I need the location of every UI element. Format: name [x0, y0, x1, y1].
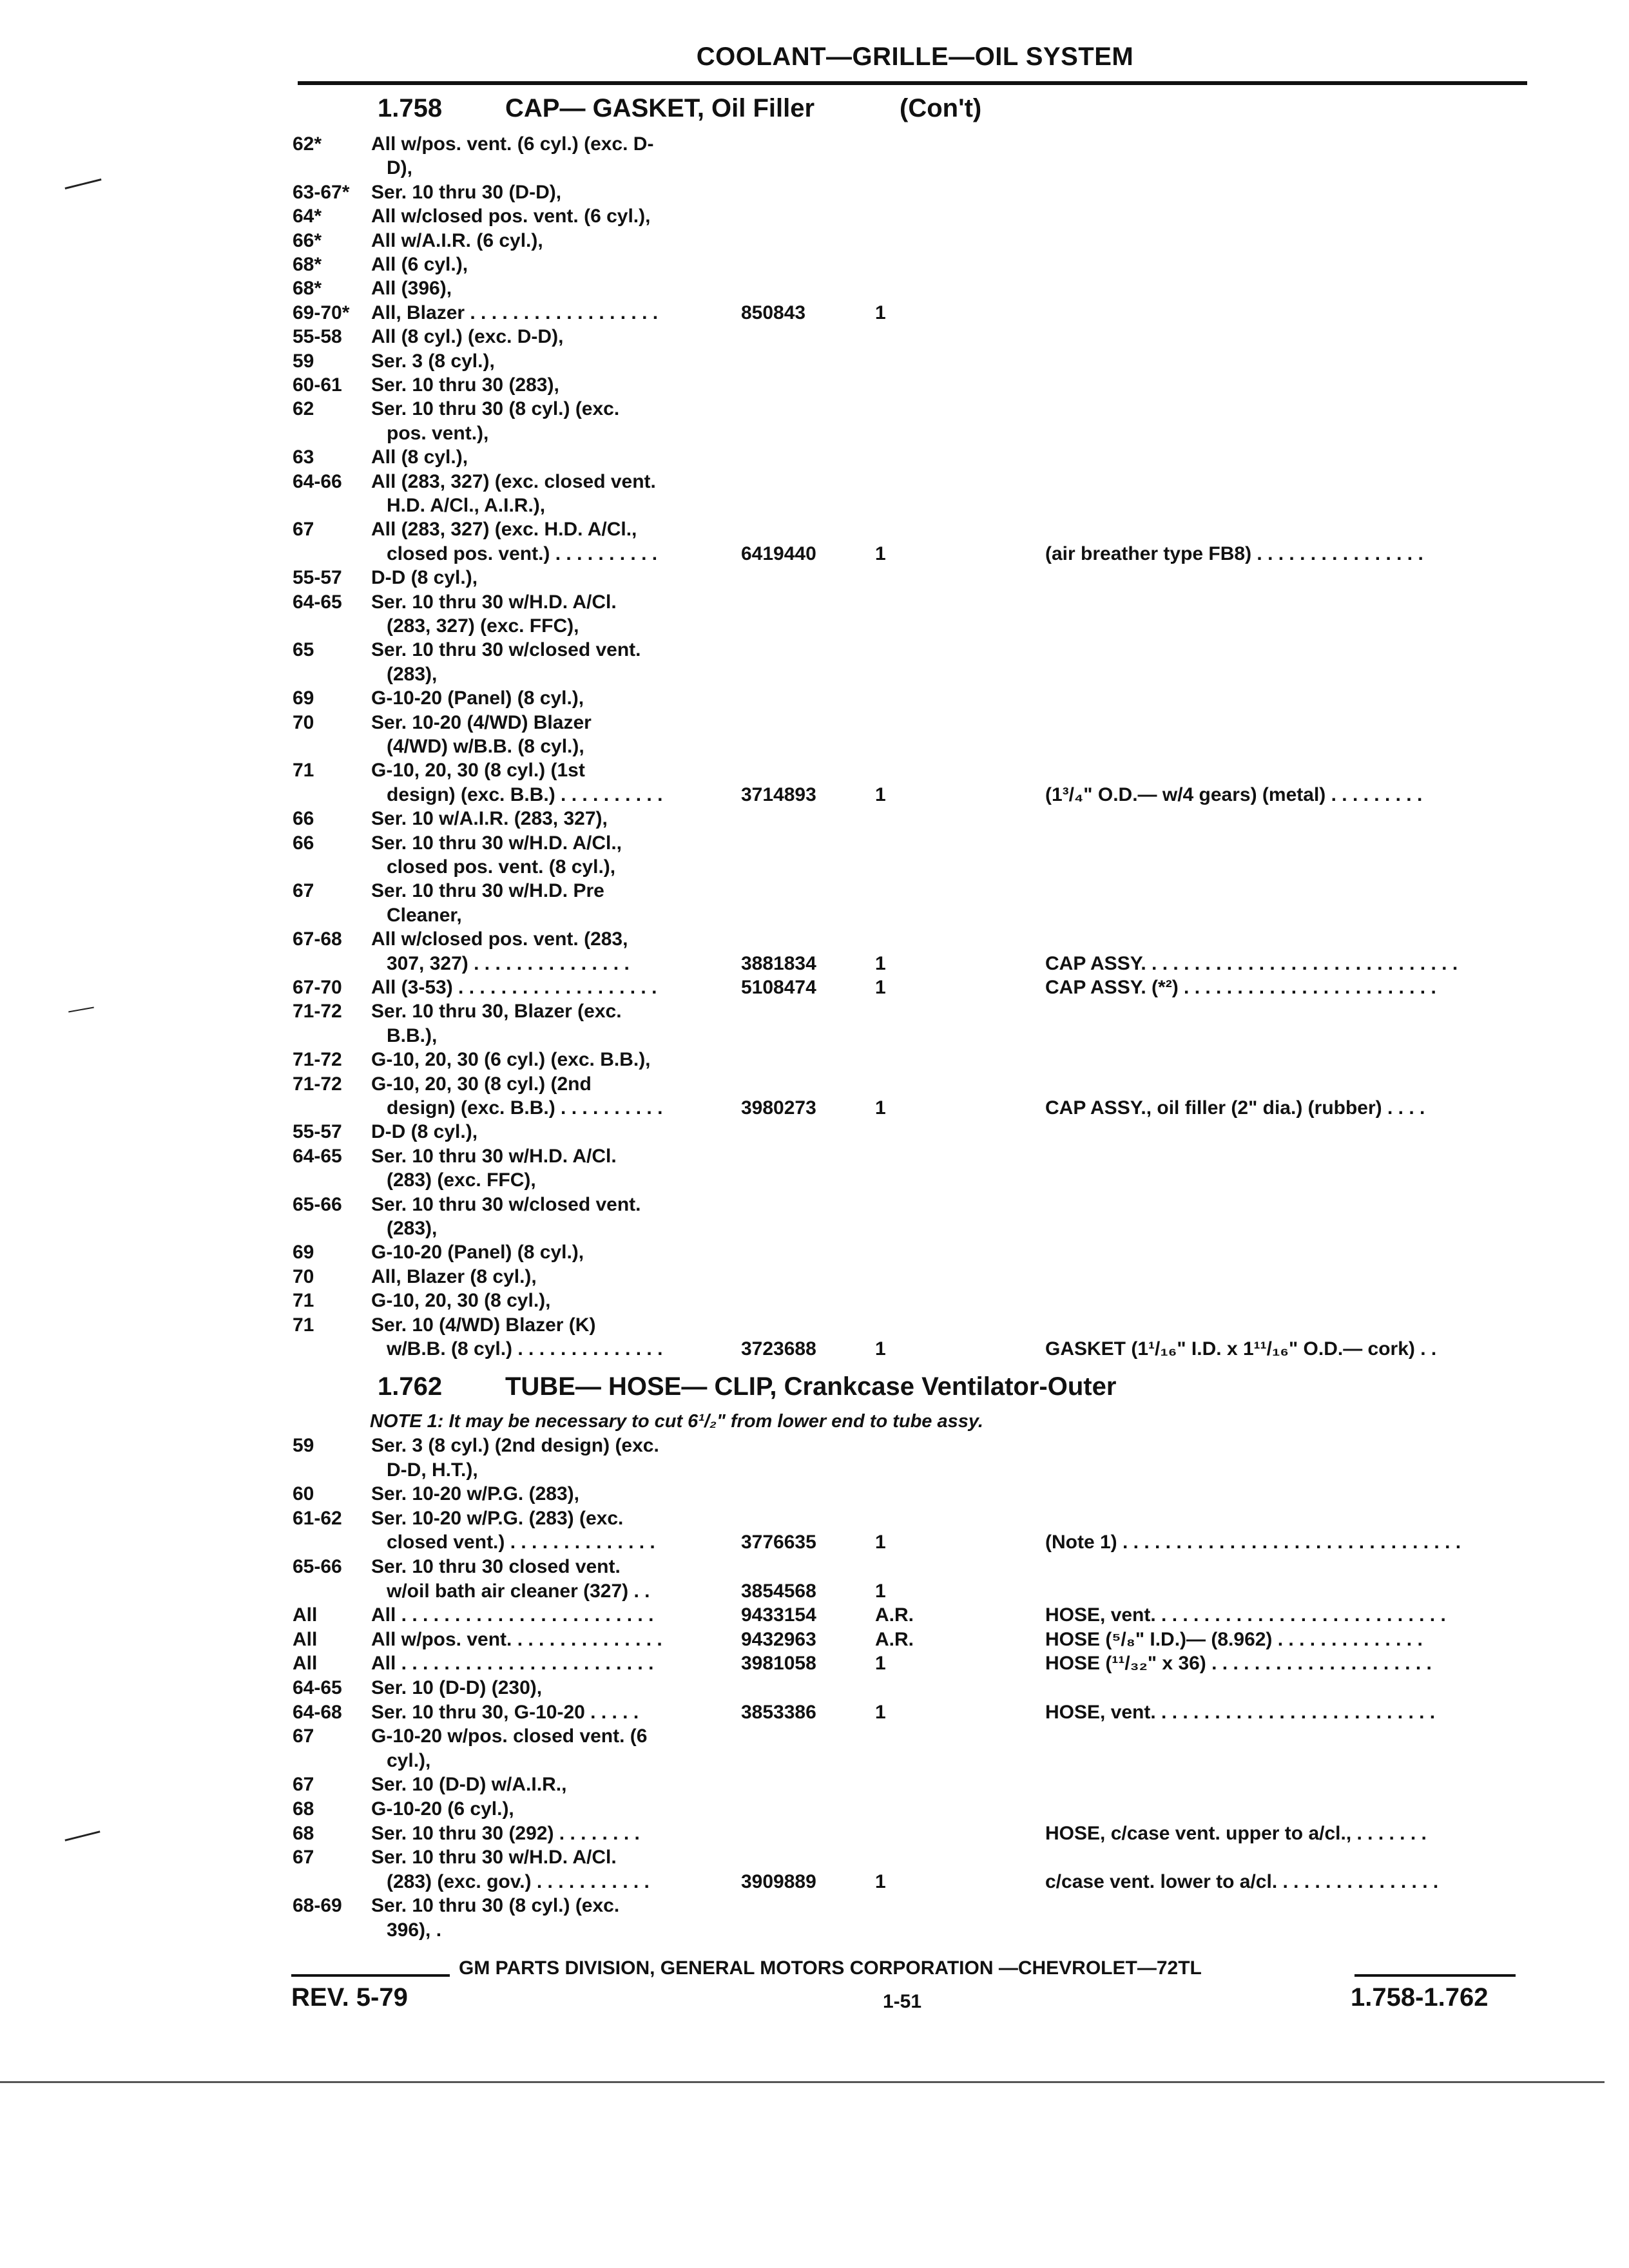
year-range: 71-72 [293, 1001, 342, 1023]
application-description: All (8 cyl.), [371, 447, 468, 468]
parts-row [0, 1024, 1629, 1049]
application-description: 307, 327) . . . . . . . . . . . . . . . [387, 952, 630, 974]
year-range: 62* [293, 133, 322, 155]
part-description: HOSE (¹¹/₃₂" x 36) . . . . . . . . . . . . . . . . . . . . . [1045, 1653, 1432, 1675]
application-description: Ser. 10-20 w/P.G. (283) (exc. [371, 1507, 624, 1529]
parts-row [0, 591, 1629, 615]
part-number: 5108474 [741, 977, 816, 998]
parts-row [0, 1145, 1629, 1169]
parts-row [0, 1894, 1629, 1919]
footer-rule-right [1354, 1974, 1516, 1977]
quantity: A.R. [875, 1604, 914, 1626]
part-number: 9432963 [741, 1628, 816, 1650]
parts-row [0, 1798, 1629, 1822]
parts-row [0, 494, 1629, 519]
parts-row [0, 181, 1629, 206]
parts-row [0, 398, 1629, 422]
parts-row [0, 904, 1629, 928]
application-description: Ser. 10 thru 30 w/H.D. A/Cl., [371, 832, 622, 854]
parts-row [0, 422, 1629, 447]
parts-row [0, 1604, 1629, 1628]
part-number: 3854568 [741, 1580, 816, 1602]
application-description: G-10-20 (Panel) (8 cyl.), [371, 687, 584, 709]
parts-row [0, 1217, 1629, 1242]
part-description: GASKET (1¹/₁₆" I.D. x 1¹¹/₁₆" O.D.— cork) . . [1045, 1338, 1437, 1360]
parts-row [0, 157, 1629, 181]
application-description: closed pos. vent. (8 cyl.), [387, 856, 616, 878]
quantity: 1 [875, 1338, 886, 1360]
year-range: 67 [293, 1774, 314, 1796]
year-range: 60 [293, 1483, 314, 1505]
parts-row [0, 928, 1629, 952]
year-range: 68-69 [293, 1895, 342, 1917]
application-description: Ser. 10 (D-D) (230), [371, 1677, 543, 1698]
year-range: 61-62 [293, 1507, 342, 1529]
application-description: G-10-20 (6 cyl.), [371, 1798, 514, 1820]
year-range: 65-66 [293, 1556, 342, 1577]
parts-row [0, 1652, 1629, 1677]
year-range: 70 [293, 1265, 314, 1287]
parts-row [0, 1338, 1629, 1362]
year-range: 67-68 [293, 928, 342, 950]
year-range: 67 [293, 880, 314, 902]
parts-row [0, 253, 1629, 278]
parts-row [0, 687, 1629, 711]
parts-row [0, 1870, 1629, 1895]
application-description: Ser. 10 thru 30 (8 cyl.) (exc. [371, 398, 620, 420]
year-range: 64-65 [293, 1145, 342, 1167]
year-range: 60-61 [293, 374, 342, 396]
year-range: 59 [293, 350, 314, 372]
year-range: 71-72 [293, 1049, 342, 1071]
application-description: Ser. 10 thru 30 w/H.D. A/Cl. [371, 1145, 617, 1167]
year-range: 71 [293, 1290, 314, 1312]
year-range: 64-65 [293, 1677, 342, 1698]
application-description: (283), [387, 1218, 438, 1239]
year-range: 64* [293, 206, 322, 227]
part-description: HOSE, c/case vent. upper to a/cl., . . . . . . . [1045, 1822, 1427, 1844]
part-number: 6419440 [741, 543, 816, 564]
part-description: HOSE (⁵/₈" I.D.)— (8.962) . . . . . . . . . . . . . . [1045, 1628, 1423, 1650]
parts-row [0, 1314, 1629, 1338]
application-description: Ser. 10 thru 30 w/H.D. A/Cl. [371, 1847, 617, 1869]
application-description: All w/A.I.R. (6 cyl.), [371, 229, 543, 251]
application-description: D-D (8 cyl.), [371, 1121, 478, 1143]
application-description: All . . . . . . . . . . . . . . . . . . . . . . . . [371, 1653, 654, 1675]
year-range: 67-70 [293, 977, 342, 998]
parts-row [0, 518, 1629, 543]
year-range: 66* [293, 229, 322, 251]
parts-row [0, 1169, 1629, 1193]
year-range: 64-68 [293, 1701, 342, 1723]
parts-row [0, 1289, 1629, 1314]
part-description: c/case vent. lower to a/cl. . . . . . . . . . . . . . . . [1045, 1870, 1439, 1892]
application-description: Ser. 10 thru 30 w/H.D. A/Cl. [371, 591, 617, 613]
parts-row [0, 711, 1629, 736]
part-description: (Note 1) . . . . . . . . . . . . . . . . . . . . . . . . . . . . . . . . [1045, 1532, 1461, 1553]
quantity: 1 [875, 1532, 886, 1553]
parts-row [0, 1919, 1629, 1943]
parts-row [0, 1749, 1629, 1774]
year-range: 69-70* [293, 302, 350, 323]
parts-row [0, 1459, 1629, 1483]
year-range: 66 [293, 808, 314, 830]
year-range: 55-57 [293, 567, 342, 589]
part-number: 3980273 [741, 1097, 816, 1119]
year-range: 67 [293, 519, 314, 541]
application-description: Ser. 10-20 (4/WD) Blazer [371, 711, 592, 733]
year-range: 71 [293, 760, 314, 782]
parts-row [0, 856, 1629, 880]
parts-row [0, 1580, 1629, 1604]
application-description: G-10-20 w/pos. closed vent. (6 [371, 1725, 648, 1747]
part-number: 3714893 [741, 783, 816, 805]
part-number: 3909889 [741, 1870, 816, 1892]
scan-edge-line [0, 2081, 1605, 2083]
header-rule [298, 81, 1527, 85]
parts-row [0, 1434, 1629, 1459]
parts-row [0, 1120, 1629, 1145]
application-description: H.D. A/Cl., A.I.R.), [387, 495, 546, 516]
application-description: Ser. 10 w/A.I.R. (283, 327), [371, 808, 608, 830]
parts-row [0, 133, 1629, 157]
application-description: Cleaner, [387, 904, 462, 926]
section-name: CAP— GASKET, Oil Filler [505, 94, 815, 122]
parts-row [0, 807, 1629, 832]
parts-row [0, 1097, 1629, 1121]
application-description: All w/pos. vent. (6 cyl.) (exc. D- [371, 133, 654, 155]
part-description: HOSE, vent. . . . . . . . . . . . . . . . . . . . . . . . . . . . [1045, 1604, 1446, 1626]
part-number: 9433154 [741, 1604, 816, 1626]
parts-row [0, 205, 1629, 229]
parts-row [0, 735, 1629, 760]
part-number: 3881834 [741, 952, 816, 974]
section-continued: (Con't) [900, 94, 982, 122]
parts-row [0, 1822, 1629, 1847]
application-description: B.B.), [387, 1024, 438, 1046]
part-number: 3981058 [741, 1653, 816, 1675]
year-range: 64-66 [293, 470, 342, 492]
year-range: 69 [293, 1242, 314, 1264]
parts-row [0, 976, 1629, 1001]
year-range: 68 [293, 1822, 314, 1844]
part-number: 850843 [741, 302, 806, 323]
year-range: 68* [293, 278, 322, 300]
application-description: All w/closed pos. vent. (6 cyl.), [371, 206, 651, 227]
application-description: Ser. 3 (8 cyl.), [371, 350, 495, 372]
parts-row [0, 1701, 1629, 1725]
year-range: 65 [293, 639, 314, 661]
parts-row [0, 639, 1629, 663]
quantity: 1 [875, 1870, 886, 1892]
application-description: (4/WD) w/B.B. (8 cyl.), [387, 736, 584, 757]
year-range: 65-66 [293, 1193, 342, 1215]
application-description: Ser. 10-20 w/P.G. (283), [371, 1483, 579, 1505]
application-description: G-10, 20, 30 (8 cyl.) (2nd [371, 1073, 592, 1095]
parts-row [0, 1725, 1629, 1749]
year-range: 67 [293, 1725, 314, 1747]
quantity: 1 [875, 302, 886, 323]
application-description: Ser. 3 (8 cyl.) (2nd design) (exc. [371, 1435, 659, 1456]
parts-row [0, 615, 1629, 639]
year-range: 59 [293, 1435, 314, 1456]
parts-row [0, 374, 1629, 398]
parts-row [0, 566, 1629, 591]
parts-row [0, 1846, 1629, 1870]
application-description: Ser. 10 thru 30, Blazer (exc. [371, 1001, 622, 1023]
part-number: 3776635 [741, 1532, 816, 1553]
application-description: Ser. 10 thru 30 (283), [371, 374, 559, 396]
application-description: All (283, 327) (exc. H.D. A/Cl., [371, 519, 637, 541]
application-description: Ser. 10 thru 30 w/H.D. Pre [371, 880, 604, 902]
part-description: CAP ASSY., oil filler (2" dia.) (rubber) . . . . [1045, 1097, 1425, 1119]
application-description: All w/closed pos. vent. (283, [371, 928, 628, 950]
section-note: NOTE 1: It may be necessary to cut 6¹/₂" from lower end to tube assy. [370, 1411, 983, 1432]
parts-row [0, 446, 1629, 470]
parts-row [0, 350, 1629, 374]
part-description: CAP ASSY. (*²) . . . . . . . . . . . . . . . . . . . . . . . . [1045, 977, 1436, 998]
year-range: 63 [293, 447, 314, 468]
year-range: 63-67* [293, 181, 350, 203]
application-description: Ser. 10 thru 30 (292) . . . . . . . . [371, 1822, 640, 1844]
footer-revision: REV. 5-79 [291, 1983, 408, 2012]
application-description: closed vent.) . . . . . . . . . . . . . . [387, 1532, 655, 1553]
section-name: TUBE— HOSE— CLIP, Crankcase Ventilator-Outer [505, 1372, 1117, 1401]
parts-row [0, 759, 1629, 783]
year-range: 55-58 [293, 326, 342, 348]
year-range: 64-65 [293, 591, 342, 613]
part-description: HOSE, vent. . . . . . . . . . . . . . . . . . . . . . . . . . . [1045, 1701, 1436, 1723]
application-description: All (283, 327) (exc. closed vent. [371, 470, 656, 492]
parts-row [0, 1073, 1629, 1097]
quantity: 1 [875, 1580, 886, 1602]
parts-row [0, 302, 1629, 326]
application-description: design) (exc. B.B.) . . . . . . . . . . [387, 1097, 663, 1119]
application-description: Ser. 10 thru 30 w/closed vent. [371, 639, 641, 661]
application-description: Ser. 10 thru 30 (D-D), [371, 181, 562, 203]
application-description: All . . . . . . . . . . . . . . . . . . . . . . . . [371, 1604, 654, 1626]
year-range: 69 [293, 687, 314, 709]
parts-row [0, 1531, 1629, 1555]
parts-row [0, 952, 1629, 977]
page-title: COOLANT—GRILLE—OIL SYSTEM [696, 43, 1134, 71]
application-description: G-10, 20, 30 (8 cyl.) (1st [371, 760, 585, 782]
quantity: A.R. [875, 1628, 914, 1650]
quantity: 1 [875, 1097, 886, 1119]
application-description: Ser. 10 (D-D) w/A.I.R., [371, 1774, 567, 1796]
part-description: (1³/₄" O.D.— w/4 gears) (metal) . . . . . . . . . [1045, 783, 1423, 805]
application-description: cyl.), [387, 1749, 431, 1771]
parts-row [0, 1507, 1629, 1532]
application-description: 396), . [387, 1919, 442, 1941]
quantity: 1 [875, 1701, 886, 1723]
application-description: pos. vent.), [387, 422, 489, 444]
application-description: D-D, H.T.), [387, 1459, 478, 1481]
quantity: 1 [875, 543, 886, 564]
part-number: 3723688 [741, 1338, 816, 1360]
application-description: D-D (8 cyl.), [371, 567, 478, 589]
year-range: 62 [293, 398, 314, 420]
application-description: (283), [387, 663, 438, 685]
application-description: G-10, 20, 30 (6 cyl.) (exc. B.B.), [371, 1049, 651, 1071]
part-description: CAP ASSY. . . . . . . . . . . . . . . . . . . . . . . . . . . . . . [1045, 952, 1458, 974]
application-description: closed pos. vent.) . . . . . . . . . . [387, 543, 658, 564]
application-description: All, Blazer (8 cyl.), [371, 1265, 537, 1287]
application-description: D), [387, 157, 412, 179]
application-description: (283) (exc. gov.) . . . . . . . . . . . [387, 1870, 650, 1892]
section-number: 1.762 [378, 1372, 443, 1401]
footer-section-range: 1.758-1.762 [1351, 1983, 1489, 2012]
year-range: All [293, 1604, 318, 1626]
application-description: All (6 cyl.), [371, 254, 468, 275]
parts-row [0, 783, 1629, 808]
year-range: All [293, 1628, 318, 1650]
parts-row [0, 470, 1629, 495]
section-heading-1758 [0, 94, 1629, 126]
application-description: All (3-53) . . . . . . . . . . . . . . . . . . . [371, 977, 657, 998]
parts-row [0, 1483, 1629, 1507]
part-number: 3853386 [741, 1701, 816, 1723]
year-range: 67 [293, 1847, 314, 1869]
footer-rule-left [291, 1974, 450, 1977]
application-description: (283) (exc. FFC), [387, 1169, 536, 1191]
parts-row [0, 543, 1629, 567]
application-description: All, Blazer . . . . . . . . . . . . . . . . . . [371, 302, 659, 323]
page-number: 1-51 [883, 1991, 922, 2012]
application-description: G-10, 20, 30 (8 cyl.), [371, 1290, 551, 1312]
section-number: 1.758 [378, 94, 443, 122]
parts-row [0, 1000, 1629, 1024]
parts-row [0, 1241, 1629, 1265]
application-description: Ser. 10 thru 30, G-10-20 . . . . . [371, 1701, 639, 1723]
application-description: w/B.B. (8 cyl.) . . . . . . . . . . . . . . [387, 1338, 663, 1360]
application-description: design) (exc. B.B.) . . . . . . . . . . [387, 783, 663, 805]
parts-row [0, 663, 1629, 687]
application-description: Ser. 10 thru 30 (8 cyl.) (exc. [371, 1895, 620, 1917]
year-range: 68* [293, 254, 322, 275]
parts-row [0, 1773, 1629, 1798]
application-description: G-10-20 (Panel) (8 cyl.), [371, 1242, 584, 1264]
application-description: Ser. 10 thru 30 closed vent. [371, 1556, 621, 1577]
parts-row [0, 1677, 1629, 1701]
section-heading-1762 [0, 1372, 1629, 1405]
parts-row [0, 832, 1629, 856]
application-description: All w/pos. vent. . . . . . . . . . . . . . . [371, 1628, 662, 1650]
application-description: w/oil bath air cleaner (327) . . [387, 1580, 650, 1602]
year-range: 55-57 [293, 1121, 342, 1143]
year-range: 71-72 [293, 1073, 342, 1095]
quantity: 1 [875, 952, 886, 974]
parts-row [0, 1265, 1629, 1290]
parts-row [0, 1193, 1629, 1218]
quantity: 1 [875, 1653, 886, 1675]
application-description: All (8 cyl.) (exc. D-D), [371, 326, 564, 348]
parts-row [0, 325, 1629, 350]
footer-corporation: GM PARTS DIVISION, GENERAL MOTORS CORPORATION —CHEVROLET—72TL [459, 1957, 1202, 1979]
year-range: 71 [293, 1314, 314, 1336]
application-description: Ser. 10 thru 30 w/closed vent. [371, 1193, 641, 1215]
parts-row [0, 229, 1629, 254]
parts-row [0, 1555, 1629, 1580]
year-range: 70 [293, 711, 314, 733]
year-range: All [293, 1653, 318, 1675]
application-description: (283, 327) (exc. FFC), [387, 615, 579, 637]
application-description: Ser. 10 (4/WD) Blazer (K) [371, 1314, 596, 1336]
year-range: 66 [293, 832, 314, 854]
application-description: All (396), [371, 278, 452, 300]
part-description: (air breather type FB8) . . . . . . . . . . . . . . . . [1045, 543, 1423, 564]
parts-row [0, 277, 1629, 302]
quantity: 1 [875, 977, 886, 998]
parts-row [0, 1628, 1629, 1653]
parts-row [0, 879, 1629, 904]
parts-row [0, 1048, 1629, 1073]
quantity: 1 [875, 783, 886, 805]
year-range: 68 [293, 1798, 314, 1820]
